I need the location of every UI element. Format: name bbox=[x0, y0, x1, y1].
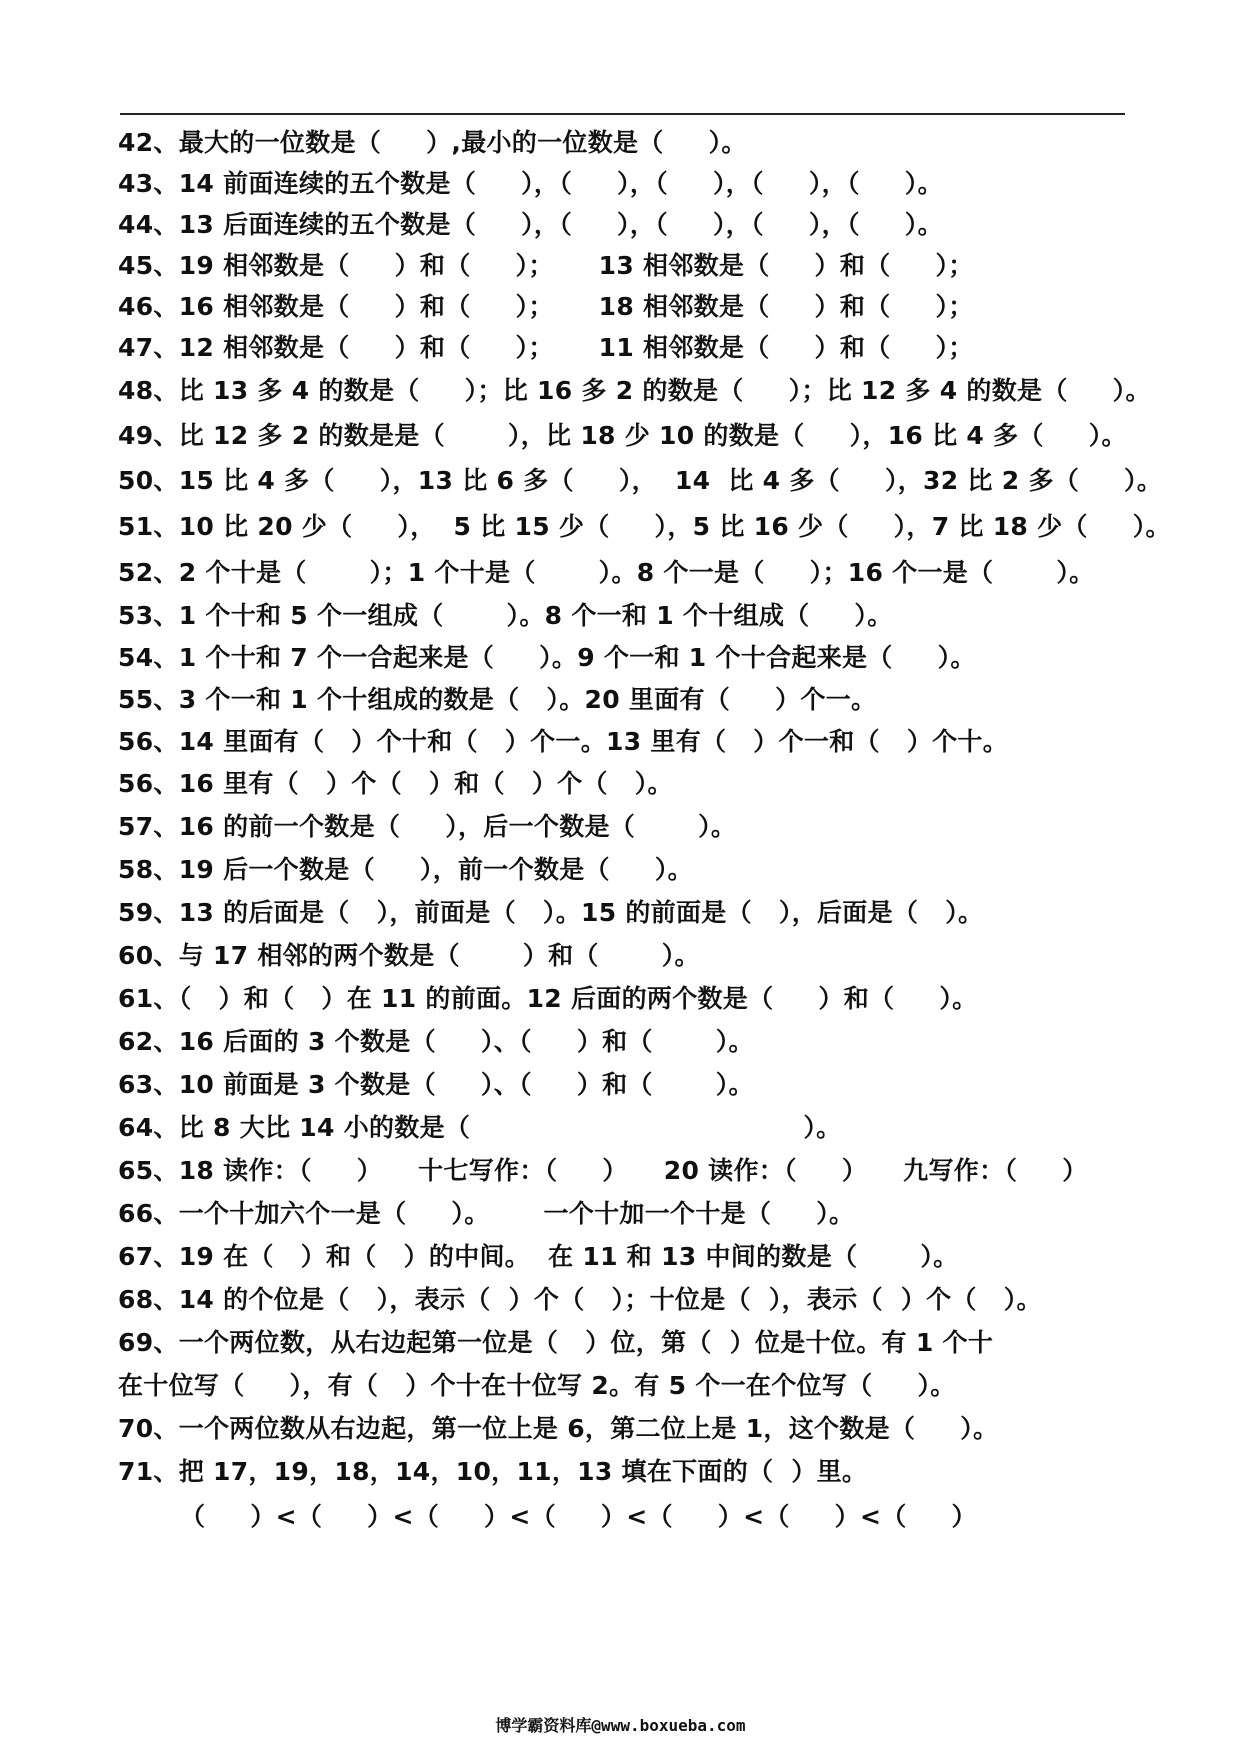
question-69-continued: 在十位写（ ），有（ ）个十在十位写 2。有 5 个一在个位写（ ）。 bbox=[118, 1371, 956, 1400]
question-49: 49、比 12 多 2 的数是是（ ），比 18 少 10 的数是（ ），16 比 4 多（ ）。 bbox=[118, 421, 1127, 450]
question-66: 66、一个十加六个一是（ ）。 一个十加一个十是（ ）。 bbox=[118, 1199, 855, 1228]
question-58: 58、19 后一个数是（ ），前一个数是（ ）。 bbox=[118, 855, 693, 884]
question-56a: 56、14 里面有（ ）个十和（ ）个一。13 里有（ ）个一和（ ）个十。 bbox=[118, 727, 1009, 756]
question-46: 46、16 相邻数是（ ）和（ ）； 18 相邻数是（ ）和（ ）； bbox=[118, 292, 974, 321]
question-61: 61、（ ）和（ ）在 11 的前面。12 后面的两个数是（ ）和（ ）。 bbox=[118, 984, 978, 1013]
question-63: 63、10 前面是 3 个数是（ ）、（ ）和（ ）。 bbox=[118, 1070, 754, 1099]
question-64: 64、比 8 大比 14 小的数是（ ）。 bbox=[118, 1113, 842, 1142]
question-59: 59、13 的后面是（ ），前面是（ ）。15 的前面是（ ），后面是（ ）。 bbox=[118, 898, 984, 927]
question-48: 48、比 13 多 4 的数是（ ）；比 16 多 2 的数是（ ）；比 12 多 4 的数是（ ）。 bbox=[118, 376, 1151, 405]
question-44: 44、13 后面连续的五个数是（ ），（ ），（ ），（ ），（ ）。 bbox=[118, 210, 943, 239]
question-68: 68、14 的个位是（ ），表示（ ）个（ ）；十位是（ ），表示（ ）个（ ）。 bbox=[118, 1285, 1042, 1314]
question-43: 43、14 前面连续的五个数是（ ），（ ），（ ），（ ），（ ）。 bbox=[118, 169, 943, 198]
question-69: 69、一个两位数，从右边起第一位是（ ）位，第（ ）位是十位。有 1 个十 bbox=[118, 1328, 994, 1357]
ordering-blanks-row: （ ）<（ ）<（ ）<（ ）<（ ）<（ ）<（ ） bbox=[180, 1502, 977, 1531]
question-47: 47、12 相邻数是（ ）和（ ）； 11 相邻数是（ ）和（ ）； bbox=[118, 333, 974, 362]
question-57: 57、16 的前一个数是（ ），后一个数是（ ）。 bbox=[118, 812, 737, 841]
question-62: 62、16 后面的 3 个数是（ ）、（ ）和（ ）。 bbox=[118, 1027, 754, 1056]
footer-watermark: 博学霸资料库@www.boxueba.com bbox=[495, 1716, 746, 1735]
question-56b: 56、16 里有（ ）个（ ）和（ ）个（ ）。 bbox=[118, 769, 673, 798]
question-67: 67、19 在（ ）和（ ）的中间。 在 11 和 13 中间的数是（ ）。 bbox=[118, 1242, 959, 1271]
question-71: 71、把 17，19，18，14，10，11，13 填在下面的（ ）里。 bbox=[118, 1457, 868, 1486]
question-50: 50、15 比 4 多（ ），13 比 6 多（ ）， 14 比 4 多（ ），32 比 2 多（ ）。 bbox=[118, 466, 1163, 495]
question-60: 60、与 17 相邻的两个数是（ ）和（ ）。 bbox=[118, 941, 700, 970]
question-53: 53、1 个十和 5 个一组成（ ）。8 个一和 1 个十组成（ ）。 bbox=[118, 601, 893, 630]
question-65: 65、18 读作：（ ） 十七写作：（ ） 20 读作：（ ） 九写作：（ ） bbox=[118, 1156, 1088, 1185]
question-70: 70、一个两位数从右边起，第一位上是 6，第二位上是 1，这个数是（ ）。 bbox=[118, 1414, 999, 1443]
question-42: 42、最大的一位数是（ ）,最小的一位数是（ ）。 bbox=[118, 128, 747, 157]
question-52: 52、2 个十是（ ）；1 个十是（ ）。8 个一是（ ）；16 个一是（ ）。 bbox=[118, 558, 1095, 587]
question-45: 45、19 相邻数是（ ）和（ ）； 13 相邻数是（ ）和（ ）； bbox=[118, 251, 974, 280]
question-51: 51、10 比 20 少（ ）， 5 比 15 少（ ），5 比 16 少（ ），7 比 18 少（ ）。 bbox=[118, 512, 1171, 541]
question-55: 55、3 个一和 1 个十组成的数是（ ）。20 里面有（ ）个一。 bbox=[118, 685, 877, 714]
question-54: 54、1 个十和 7 个一合起来是（ ）。9 个一和 1 个十合起来是（ ）。 bbox=[118, 643, 976, 672]
